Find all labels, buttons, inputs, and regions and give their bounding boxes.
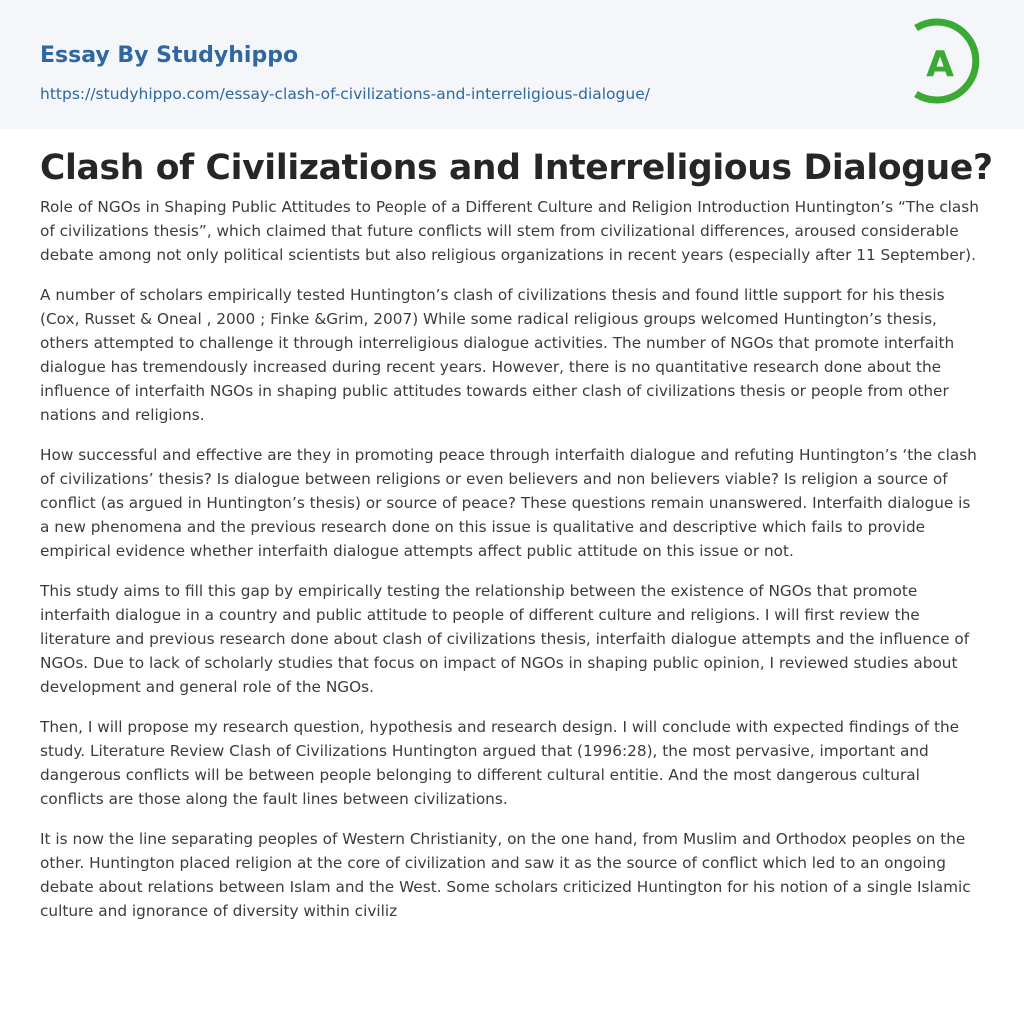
source-url-link[interactable]: https://studyhippo.com/essay-clash-of-civilizations-and-interreligious-dialogue/ (40, 85, 650, 103)
studyhippo-logo-icon[interactable] (912, 18, 988, 106)
logo-letter: A (926, 44, 954, 85)
essay-article (0, 145, 1024, 923)
essay-paragraph-6: It is now the line separating peoples of Western Christianity, on the one hand, from Muslim and Orthodox peoples on the other. Huntington placed religion at the core of civilization and saw it as the source of conflict which led to an ongoing debate about relations between Islam and the West. Some scholars criticized Huntington for his notion of a single Islamic culture and ignorance of diversity within civiliz (40, 830, 971, 920)
essay-paragraph-2: A number of scholars empirically tested Huntington’s clash of civilizations thesis and found little support for his thesis (Cox, Russet & Oneal , 2000 ; Finke &Grim, 2007) While some radical religious groups welcomed Huntington’s thesis, others attempted to challenge it through interreligious dialogue activities. The number of NGOs that promote interfaith dialogue has tremendously increased during recent years. However, there is no quantitative research done about the influence of interfaith NGOs in shaping public attitudes towards either clash of civilizations thesis or people from other nations and religions. (40, 286, 955, 424)
essay-paragraph-5: Then, I will propose my research question, hypothesis and research design. I will conclude with expected findings of the study. Literature Review Clash of Civilizations Huntington argued that (1996:28), the most pervasive, important and dangerous conflicts will be between people belonging to different cultural entitie. And the most dangerous cultural conflicts are those along the fault lines between civilizations. (40, 718, 960, 808)
page-title: Clash of Civilizations and Interreligious Dialogue? (40, 148, 993, 188)
essay-paragraph-4: This study aims to fill this gap by empirically testing the relationship between the existence of NGOs that promote interfaith dialogue in a country and public attitude to people of different culture and religions. I will first review the literature and previous research done about clash of civilizations thesis, interfaith dialogue attempts and the influence of NGOs. Due to lack of scholarly studies that focus on impact of NGOs in shaping public opinion, I reviewed studies about development and general role of the NGOs. (40, 582, 970, 696)
essay-paragraph-1: Role of NGOs in Shaping Public Attitudes to People of a Different Culture and Religion Introduction Huntington’s “The clash of civilizations thesis”, which claimed that future conflicts will stem from civilizational differences, aroused considerable debate among not only political scientists but also religious organizations in recent years (especially after 11 September). (40, 198, 979, 264)
essay-paragraph-3: How successful and effective are they in promoting peace through interfaith dialogue and refuting Huntington’s ‘the clash of civilizations’ thesis? Is dialogue between religions or even believers and non believers viable? Is religion a source of conflict (as argued in Huntington’s thesis) or source of peace? These questions remain unanswered. Interfaith dialogue is a new phenomena and the previous research done on this issue is qualitative and descriptive which fails to provide empirical evidence whether interfaith dialogue attempts affect public attitude on this issue or not. (40, 446, 977, 560)
brand-title[interactable]: Essay By Studyhippo (40, 43, 299, 68)
site-header (0, 0, 1024, 129)
